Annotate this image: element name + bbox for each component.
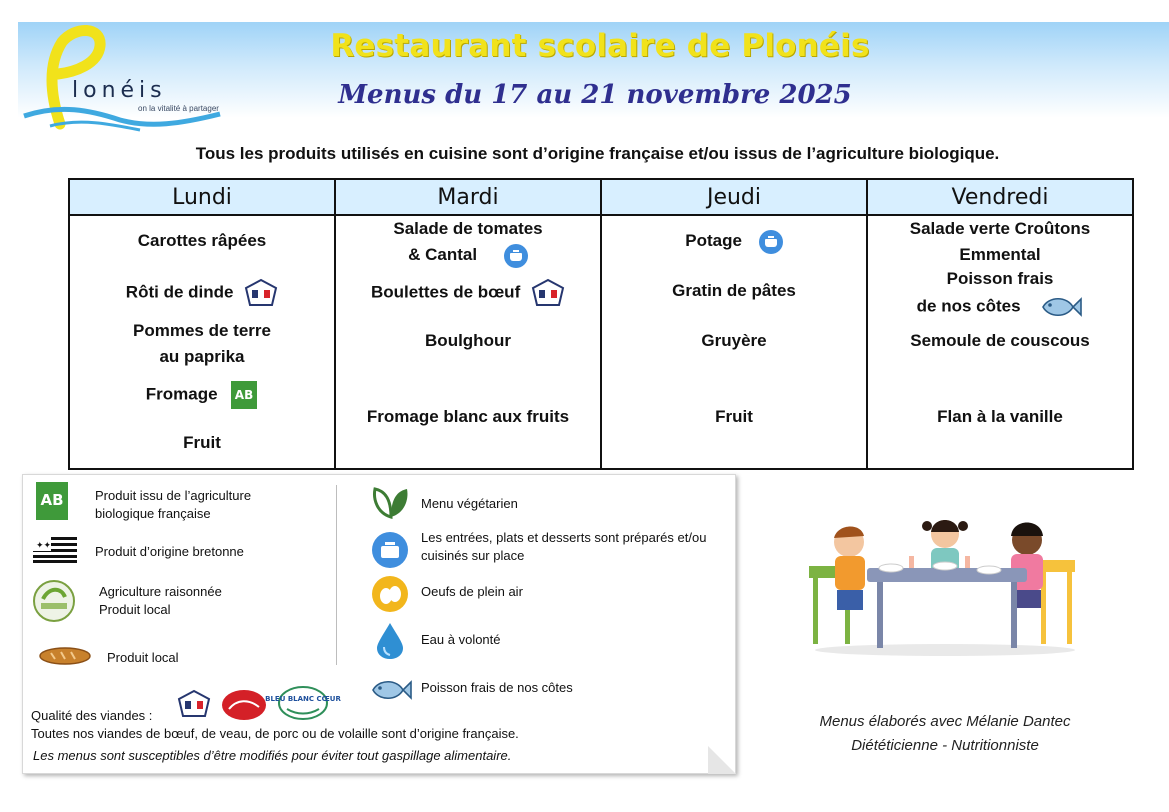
logo-tagline: on la vitalité à partager: [138, 104, 219, 113]
origin-notice: Tous les produits utilisés en cuisine sont d’origine française et/ou issus de l’agriculture biologique.: [195, 144, 1000, 163]
dish: [868, 266, 1132, 292]
fish-icon: [1039, 292, 1083, 322]
eggs-icon: [371, 575, 409, 613]
dish-label: & Cantal: [408, 245, 478, 264]
logo-wordmark: lonéis: [72, 78, 167, 103]
legend-oeufs: Oeufs de plein air: [421, 584, 523, 599]
svg-text:AB: AB: [235, 388, 254, 402]
legend-panel: [22, 474, 736, 774]
dish: [70, 278, 334, 308]
dish-label: Poisson frais: [946, 269, 1054, 288]
fish-icon: [369, 675, 413, 705]
dish: [868, 242, 1132, 268]
cooking-pot-icon: [504, 244, 528, 268]
bleu-blanc-coeur-icon: [265, 685, 341, 721]
legend-local: Produit local: [107, 650, 179, 665]
day-header-lundi: Lundi: [69, 179, 335, 215]
dish-label: Boulettes de bœuf: [371, 282, 521, 302]
label-rouge-icon: [221, 689, 267, 721]
legend-poisson: Poisson frais de nos côtes: [421, 680, 573, 695]
dish-label: Boulghour: [425, 331, 511, 350]
dish: [336, 242, 600, 268]
dish-label: Fromage blanc aux fruits: [366, 407, 570, 426]
dish: [868, 404, 1132, 430]
dish: [70, 318, 334, 344]
day-header-mardi: Mardi: [335, 179, 601, 215]
dish-label: Gruyère: [701, 331, 767, 350]
ab-organic-icon: [35, 481, 69, 521]
dish-label: de nos côtes: [916, 296, 1021, 316]
svg-text:✦✦: ✦✦: [36, 541, 52, 551]
dish: [70, 430, 334, 456]
dish-label: Carottes râpées: [137, 231, 267, 250]
dish: [602, 404, 866, 430]
legend-sur-place-line2: cuisinés sur place: [421, 548, 525, 563]
credit-line2: Diététicienne - Nutritionniste: [851, 737, 1039, 754]
legend-viandes-label: Qualité des viandes :: [31, 708, 153, 723]
legend-raisonnee-line2: Produit local: [99, 602, 171, 617]
dish-label: Flan à la vanille: [937, 407, 1063, 426]
legend-viandes-note: Toutes nos viandes de bœuf, de veau, de porc ou de volaille sont d’origine française.: [31, 726, 519, 741]
dish: [868, 292, 1132, 322]
dietitian-credit: [760, 710, 1130, 758]
bread-icon: [39, 645, 91, 667]
cooking-pot-icon: [371, 531, 409, 569]
menu-column-jeudi: [601, 215, 867, 469]
france-origin-icon: [531, 278, 565, 308]
dish-label: Fromage: [145, 384, 218, 404]
dish-label: Emmental: [959, 245, 1041, 264]
dish-label: Gratin de pâtes: [672, 281, 796, 300]
france-origin-icon: [177, 689, 211, 719]
page-title: Restaurant scolaire de Plonéis: [330, 28, 870, 64]
dish: [336, 216, 600, 242]
page-fold-corner: [708, 746, 736, 774]
legend-raisonnee-line1: Agriculture raisonnée: [99, 584, 222, 599]
dish-label: Salade de tomates: [393, 219, 543, 238]
legend-bretonne: Produit d’origine bretonne: [95, 544, 244, 559]
vegetarian-leaf-icon: [371, 485, 411, 519]
cooking-pot-icon: [759, 230, 783, 254]
dish: [70, 344, 334, 370]
page-subtitle: Menus du 17 au 21 novembre 2025: [338, 80, 852, 110]
dish: [336, 404, 600, 430]
dish-label: Rôti de dinde: [125, 282, 234, 302]
dish-label: Fruit: [183, 433, 221, 452]
water-drop-icon: [373, 621, 407, 661]
day-header-vendredi: Vendredi: [867, 179, 1133, 215]
svg-text:BLEU BLANC CŒUR: BLEU BLANC CŒUR: [265, 695, 341, 703]
dish: [336, 278, 600, 308]
dish: [868, 328, 1132, 354]
ab-organic-icon: [230, 380, 258, 410]
legend-gaspillage: Les menus sont susceptibles d’être modifiés pour éviter tout gaspillage alimentaire.: [33, 748, 512, 763]
dish: [868, 216, 1132, 242]
dish-label: Salade verte Croûtons: [909, 219, 1091, 238]
day-header-jeudi: Jeudi: [601, 179, 867, 215]
menu-column-lundi: [69, 215, 335, 469]
dish-label: au paprika: [159, 347, 245, 366]
credit-line1: Menus élaborés avec Mélanie Dantec: [819, 713, 1071, 730]
children-eating-illustration: [805, 508, 1085, 658]
legend-vegetarien: Menu végétarien: [421, 496, 518, 511]
legend-bio-line1: Produit issu de l’agriculture: [95, 488, 252, 503]
legend-divider: [336, 485, 337, 665]
dish-label: Potage: [685, 231, 742, 250]
dish-label: Semoule de couscous: [910, 331, 1090, 350]
dish: [602, 228, 866, 254]
agriculture-raisonnee-icon: [31, 579, 77, 623]
breton-flag-icon: [33, 537, 77, 563]
dish: [70, 380, 334, 410]
svg-text:AB: AB: [40, 491, 64, 509]
dish-label: Pommes de terre: [133, 321, 271, 340]
dish: [336, 328, 600, 354]
france-origin-icon: [244, 278, 278, 308]
dish: [70, 228, 334, 254]
ploneis-logo: [20, 24, 240, 134]
menu-column-vendredi: [867, 215, 1133, 469]
dish: [602, 328, 866, 354]
dish-label: Fruit: [715, 407, 753, 426]
menu-column-mardi: [335, 215, 601, 469]
dish: [602, 278, 866, 304]
menu-table: [68, 178, 1134, 470]
legend-eau: Eau à volonté: [421, 632, 501, 647]
legend-bio-line2: biologique française: [95, 506, 211, 521]
legend-sur-place-line1: Les entrées, plats et desserts sont préparés et/ou: [421, 530, 707, 545]
